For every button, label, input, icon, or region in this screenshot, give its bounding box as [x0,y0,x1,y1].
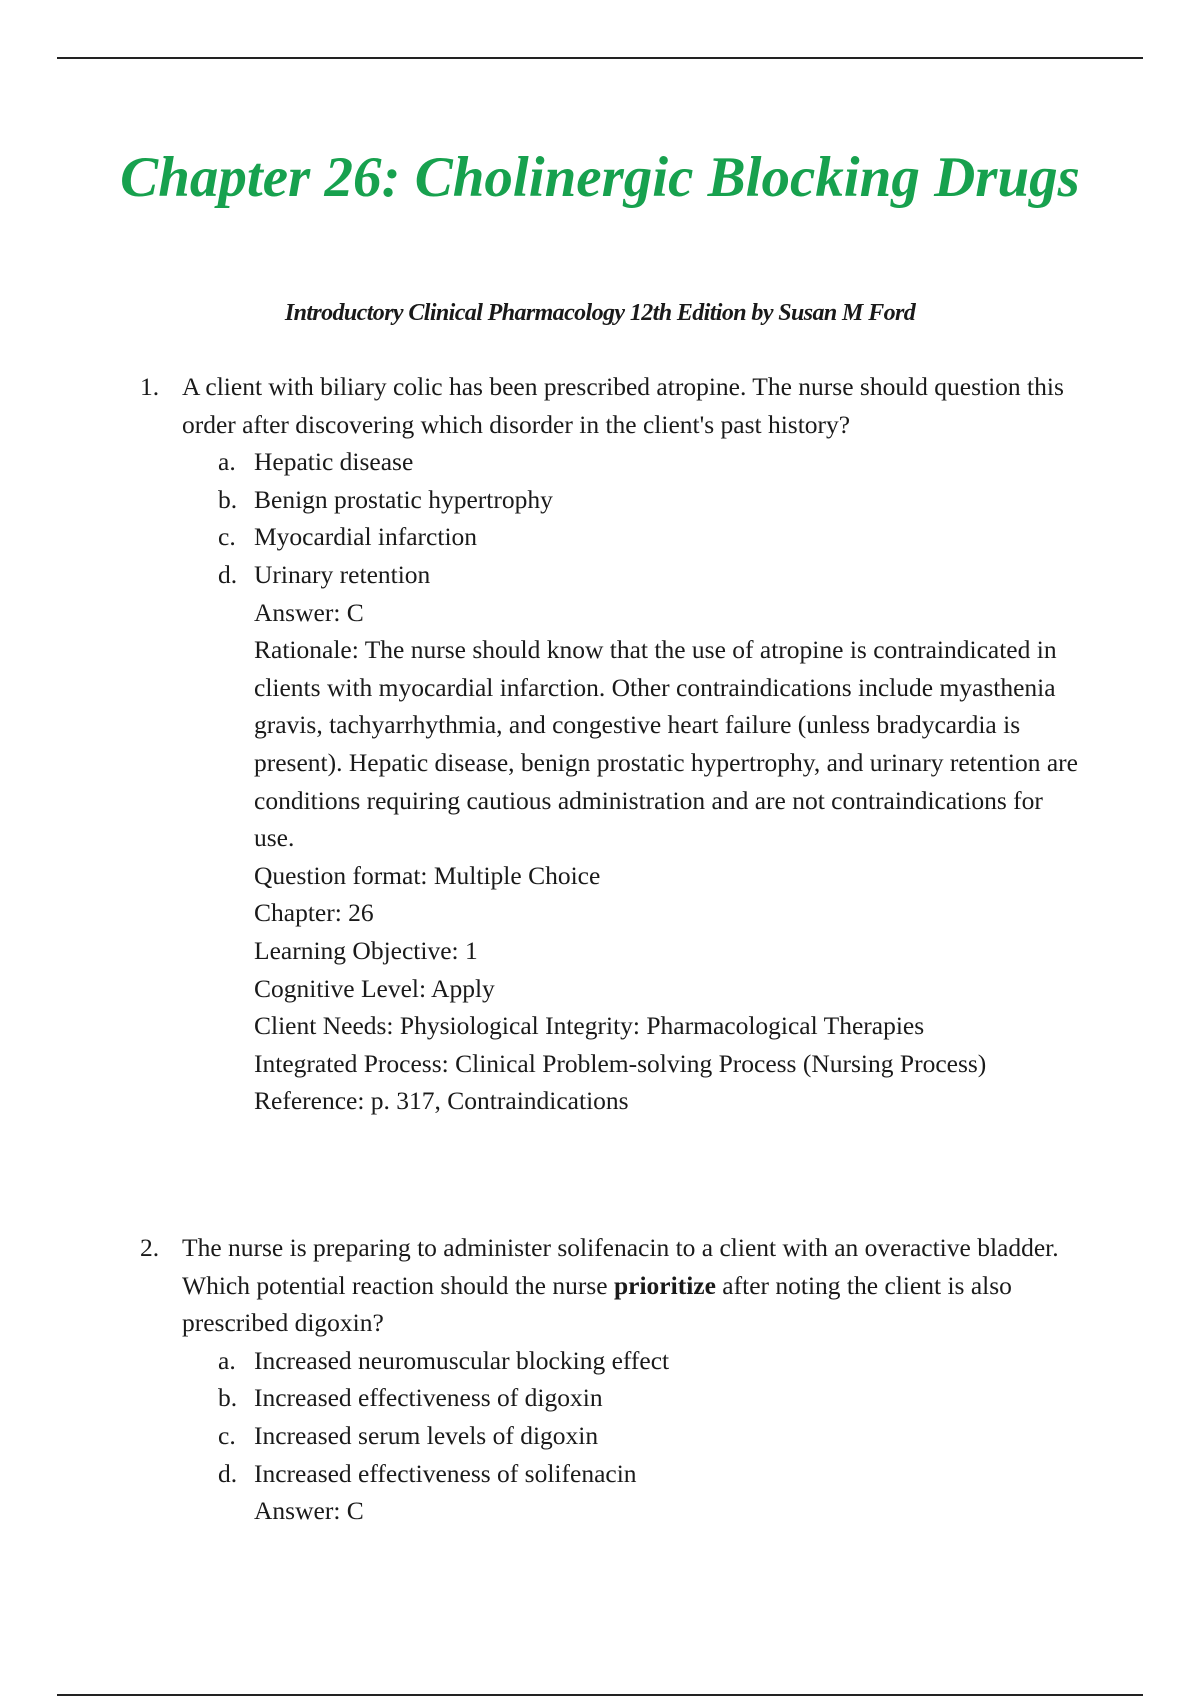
option-letter: a. [218,1345,236,1375]
option-text: Increased serum levels of digoxin [254,1420,599,1450]
option-text: Increased effectiveness of solifenacin [254,1458,637,1488]
option-text: Hepatic disease [254,447,414,477]
option-text: Myocardial infarction [254,522,478,552]
question-1 [140,368,1080,1120]
question-number: 1. [140,372,160,401]
question-stem: A client with biliary colic has been prescribed atropine. The nurse should question this order after discovering which disorder in the client's past history? [182,372,1064,439]
option-letter: c. [218,522,236,552]
option-b [140,1379,1080,1417]
option-a [140,1342,1080,1380]
option-letter: c. [218,1420,236,1450]
stem-text: The nurse is preparing to administer solifenacin to a client with an overactive bladder. Which potential reaction should the nurse [182,1233,1059,1300]
option-c [140,518,1080,556]
page-title: Chapter 26: Cholinergic Blocking Drugs [120,146,1080,209]
option-text: Increased neuromuscular blocking effect [254,1345,670,1375]
option-text: Urinary retention [254,559,431,589]
option-text: Benign prostatic hypertrophy [254,484,553,514]
question-stem [182,1229,1080,1342]
page-subtitle: Introductory Clinical Pharmacology 12th Edition by Susan M Ford [284,300,916,326]
option-d [140,1455,1080,1493]
option-letter: b. [218,484,238,514]
option-letter: b. [218,1383,238,1413]
option-b [140,481,1080,519]
rationale: Rationale: The nurse should know that the use of atropine is contraindicated in clients with myocardial infarction. Other contraindications include myasthenia gravis, tachyarrhythmia, and congestive heart failure (unless bradycardia is present). Hepatic disease, benign prostatic hypertrophy, and urinary retention are conditions requiring cautious administration and are not contraindications for use. [254,635,1078,853]
answer-details [140,594,1080,1120]
answer-details [140,1492,1080,1530]
option-letter: d. [218,559,238,589]
integrated-process: Integrated Process: Clinical Problem-solving Process (Nursing Process) Reference: p. 317, Contraindications [254,1048,987,1116]
stem-emphasis: prioritize [613,1270,716,1300]
answer-options [140,443,1080,593]
option-c [140,1417,1080,1455]
question-2 [140,1229,1080,1530]
stem-text: after noting the client is also prescribed digoxin? [182,1270,1012,1338]
cognitive-level: Cognitive Level: Apply [254,973,495,1003]
question-format: Question format: Multiple Choice [254,860,601,890]
learning-objective: Learning Objective: 1 [254,935,478,965]
option-letter: d. [218,1458,238,1488]
option-a [140,443,1080,481]
answer-options [140,1342,1080,1492]
option-letter: a. [218,447,236,477]
answer-line: Answer: C [254,1496,364,1526]
bottom-rule [57,1694,1143,1696]
option-text: Increased effectiveness of digoxin [254,1383,603,1413]
client-needs: Client Needs: Physiological Integrity: Pharmacological Therapies [254,1011,925,1041]
top-rule [57,57,1143,59]
option-d [140,556,1080,594]
chapter-meta: Chapter: 26 [254,898,374,928]
question-number: 2. [140,1233,160,1262]
answer-line: Answer: C [254,597,364,627]
